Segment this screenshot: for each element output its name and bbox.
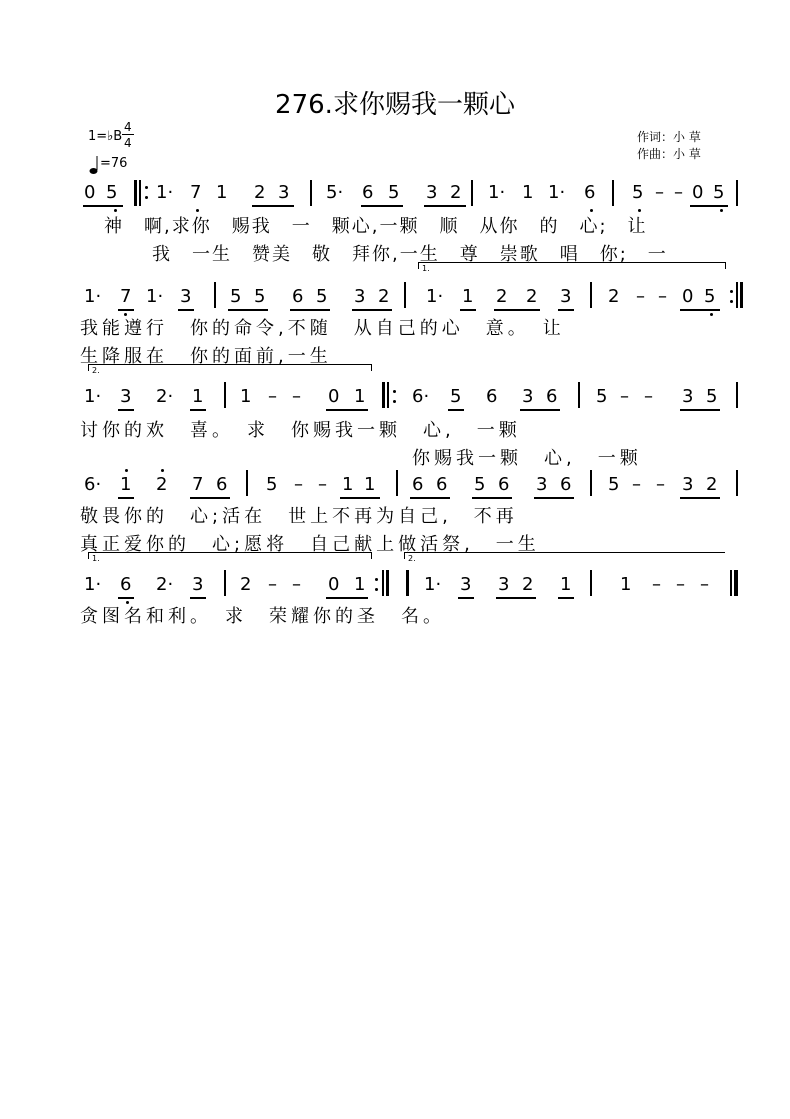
note-underline (361, 205, 403, 207)
barline (224, 382, 226, 408)
note: 6 (292, 286, 304, 307)
note: 0 (328, 386, 340, 407)
note-underline (496, 597, 536, 599)
octave-dot-below (710, 313, 713, 316)
volta-bracket (88, 364, 372, 371)
repeat-dot (730, 300, 733, 303)
note: 2· (156, 386, 174, 407)
note-underline (410, 497, 450, 499)
note: 6 (216, 474, 228, 495)
note: 3 (120, 386, 132, 407)
note: 2 (522, 574, 534, 595)
repeat-dot (145, 196, 148, 199)
repeat-end-barline (740, 282, 743, 308)
note-underline (680, 497, 720, 499)
note: 0 (682, 286, 694, 307)
barline (471, 180, 473, 206)
note: – (620, 386, 629, 407)
note: 1 (216, 182, 228, 203)
note: 3 (192, 574, 204, 595)
barline (590, 282, 592, 308)
note: 6 (560, 474, 572, 495)
note: 7 (120, 286, 132, 307)
note: – (268, 386, 277, 407)
note: 6 (584, 182, 596, 203)
note: 3 (682, 474, 694, 495)
note: 6· (84, 474, 102, 495)
repeat-end-barline (386, 570, 389, 596)
note: 1 (364, 474, 376, 495)
note: 2 (450, 182, 462, 203)
final-barline (730, 570, 732, 596)
barline (590, 570, 592, 596)
note-underline (326, 597, 368, 599)
lyric-line-1: 敬畏你的 心;活在 世上不再为自己, 不再 (80, 506, 518, 527)
note: 5 (106, 182, 118, 203)
volta-label: 2. (408, 554, 416, 563)
quarter-note-icon (88, 156, 100, 180)
note-underline (190, 409, 206, 411)
note-underline (558, 309, 574, 311)
lyric-line-2: 我 一生 赞美 敬 拜你,一生 尊 崇歌 唱 你; 一 (152, 244, 668, 265)
note-underline (118, 309, 134, 311)
repeat-start-barline (139, 180, 141, 206)
note: 3 (426, 182, 438, 203)
lyric-line-1: 我能遵行 你的命令,不随 从自己的心 意。 让 (80, 318, 565, 339)
note: 1 (354, 574, 366, 595)
note: 5 (450, 386, 462, 407)
note: 2 (608, 286, 620, 307)
note-underline (458, 597, 474, 599)
note: 1 (120, 474, 132, 495)
note: – (658, 286, 667, 307)
key-signature: 1=♭B (88, 129, 123, 144)
note: 1· (84, 574, 102, 595)
note-underline (228, 309, 268, 311)
note: 3 (536, 474, 548, 495)
note-underline (472, 497, 512, 499)
note: 3 (180, 286, 192, 307)
repeat-dot (375, 578, 378, 581)
note-underline (352, 309, 392, 311)
note: 5 (713, 182, 725, 203)
final-barline (734, 570, 738, 596)
note: 5 (704, 286, 716, 307)
barline (246, 470, 248, 496)
note: 1· (548, 182, 566, 203)
time-signature-top: 4 (124, 120, 132, 134)
note-underline (190, 597, 206, 599)
barline (578, 382, 580, 408)
barline (310, 180, 312, 206)
note: 3 (278, 182, 290, 203)
barline (406, 570, 409, 596)
lyric-line-2: 真正爱你的 心;愿将 自己献上做活祭, 一生 (80, 534, 540, 555)
volta-bracket (88, 552, 372, 559)
note: – (318, 474, 327, 495)
note-underline (118, 409, 134, 411)
note: 1· (426, 286, 444, 307)
volta-bracket (404, 552, 725, 559)
note: 5· (326, 182, 344, 203)
lyric-line-2: 生降服在 你的面前,一生 (80, 346, 332, 367)
barline (736, 470, 738, 496)
note: – (674, 182, 683, 203)
note: 5 (316, 286, 328, 307)
repeat-dot (730, 290, 733, 293)
lyric-line-1: 神 啊,求你 赐我 一 颗心,一颗 顺 从你 的 心; 让 (104, 216, 648, 237)
note: – (655, 182, 664, 203)
note: – (632, 474, 641, 495)
note: 5 (608, 474, 620, 495)
note: 1 (342, 474, 354, 495)
note: 2 (526, 286, 538, 307)
note-underline (534, 497, 574, 499)
volta-label: 1. (92, 554, 100, 563)
note-underline (178, 309, 194, 311)
tempo-marking: =76 (100, 156, 128, 171)
repeat-end-barline (736, 282, 738, 308)
note: – (268, 574, 277, 595)
note-underline (118, 597, 134, 599)
note: 2 (240, 574, 252, 595)
note: 1 (620, 574, 632, 595)
note: 5 (254, 286, 266, 307)
note-underline (190, 497, 230, 499)
note-underline (520, 409, 560, 411)
volta-label: 2. (92, 366, 100, 375)
octave-dot-above (125, 469, 128, 472)
note: 0 (692, 182, 704, 203)
barline (214, 282, 216, 308)
repeat-start-barline (387, 382, 389, 408)
note: – (636, 286, 645, 307)
note: 1· (424, 574, 442, 595)
note: 1 (462, 286, 474, 307)
barline (736, 180, 738, 206)
note: 3 (522, 386, 534, 407)
note: 1 (522, 182, 534, 203)
repeat-dot (375, 588, 378, 591)
note: 6 (120, 574, 132, 595)
note: 7 (192, 474, 204, 495)
repeat-start-barline (382, 382, 385, 408)
note-underline (340, 497, 380, 499)
volta-bracket (418, 262, 726, 269)
note: – (656, 474, 665, 495)
note: 7 (190, 182, 202, 203)
note: 6 (362, 182, 374, 203)
barline (590, 470, 592, 496)
note: 6 (436, 474, 448, 495)
note-underline (252, 205, 294, 207)
note: 6 (412, 474, 424, 495)
note-underline (690, 205, 728, 207)
note: 2 (156, 474, 168, 495)
note: 1· (488, 182, 506, 203)
page-title: 276.求你赐我一颗心 (275, 90, 515, 120)
note: – (644, 386, 653, 407)
note-underline (460, 309, 476, 311)
note: 5 (388, 182, 400, 203)
note-underline (494, 309, 540, 311)
note: 5 (706, 386, 718, 407)
repeat-start-barline (134, 180, 137, 206)
note: 5 (632, 182, 644, 203)
note: 3 (498, 574, 510, 595)
note: 6· (412, 386, 430, 407)
note: 2 (496, 286, 508, 307)
note: 6 (498, 474, 510, 495)
note-underline (680, 309, 720, 311)
note: 1· (146, 286, 164, 307)
note: 5 (474, 474, 486, 495)
note: 3 (560, 286, 572, 307)
repeat-dot (145, 186, 148, 189)
repeat-end-barline (382, 570, 384, 596)
note: 5 (596, 386, 608, 407)
note-underline (558, 597, 574, 599)
note: 1 (560, 574, 572, 595)
note: 1· (156, 182, 174, 203)
barline (404, 282, 406, 308)
note-underline (326, 409, 368, 411)
note: – (700, 574, 709, 595)
repeat-dot (393, 400, 396, 403)
note: – (292, 386, 301, 407)
note: 6 (546, 386, 558, 407)
note: 1 (354, 386, 366, 407)
note: 5 (230, 286, 242, 307)
barline (224, 570, 226, 596)
lyric-line-1: 讨你的欢 喜。 求 你赐我一颗 心, 一颗 (80, 420, 521, 441)
composer-credit: 作曲：小 草 (637, 147, 701, 161)
note: – (676, 574, 685, 595)
note: – (652, 574, 661, 595)
lyric-line-2: 你赐我一颗 心, 一颗 (412, 448, 642, 469)
note: 1 (240, 386, 252, 407)
note: 1 (192, 386, 204, 407)
octave-dot-below (720, 209, 723, 212)
note: 3 (354, 286, 366, 307)
note: 6 (486, 386, 498, 407)
note: 0 (84, 182, 96, 203)
barline (612, 180, 614, 206)
note: 5 (266, 474, 278, 495)
note: 1· (84, 286, 102, 307)
note: – (292, 574, 301, 595)
barline (736, 382, 738, 408)
note-underline (83, 205, 123, 207)
note: 0 (328, 574, 340, 595)
volta-label: 1. (422, 264, 430, 273)
note: 2 (706, 474, 718, 495)
note: 2· (156, 574, 174, 595)
note-underline (290, 309, 330, 311)
repeat-dot (393, 390, 396, 393)
note: 2 (254, 182, 266, 203)
barline (396, 470, 398, 496)
note: 3 (460, 574, 472, 595)
time-signature-bottom: 4 (124, 136, 132, 150)
note-underline (680, 409, 720, 411)
lyricist-credit: 作词：小 草 (637, 130, 701, 144)
time-signature-divider (122, 134, 134, 135)
note: – (294, 474, 303, 495)
note-underline (118, 497, 134, 499)
note: 2 (378, 286, 390, 307)
note-underline (424, 205, 466, 207)
note: 1· (84, 386, 102, 407)
octave-dot-above (161, 469, 164, 472)
note: 3 (682, 386, 694, 407)
lyric-line-1: 贪图名和利。 求 荣耀你的圣 名。 (80, 606, 445, 627)
note-underline (448, 409, 464, 411)
